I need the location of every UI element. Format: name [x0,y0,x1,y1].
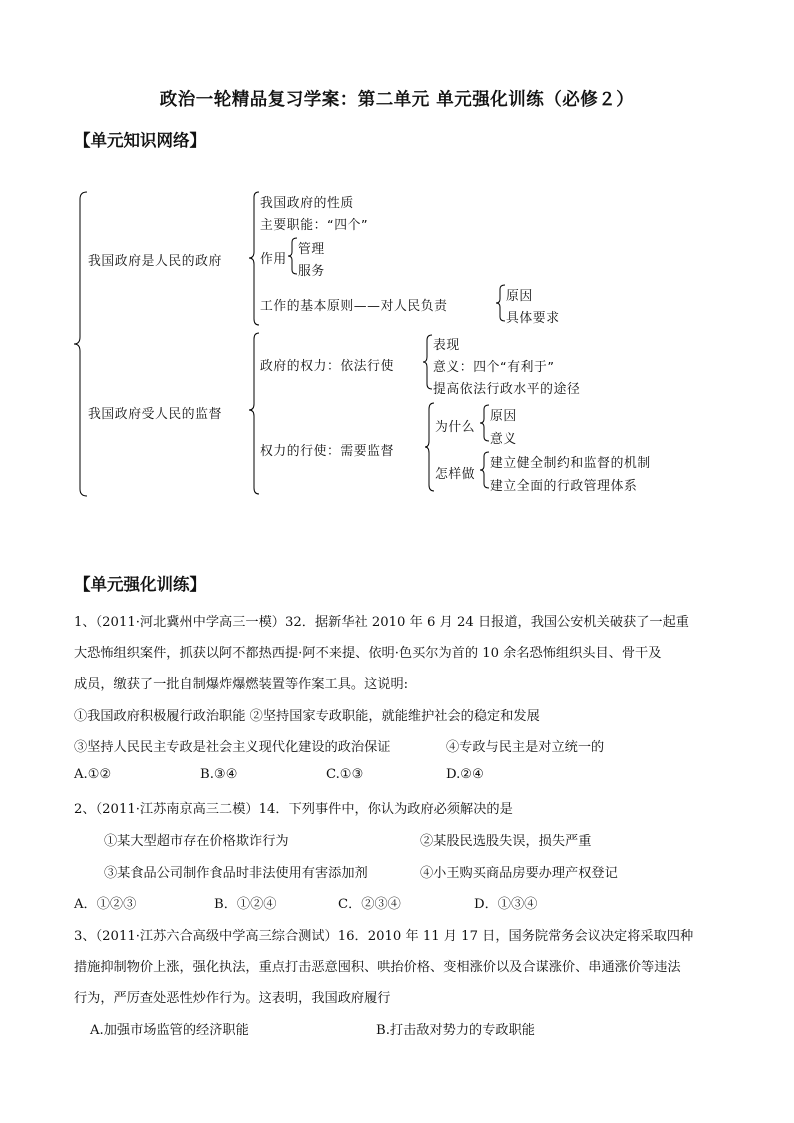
brace-n1c [288,238,297,274]
question-1-line-3: 成员，缴获了一批自制爆炸爆燃装置等作案工具。这说明: [74,677,409,692]
question-3-option-b[interactable]: B.打击敌对势力的专政职能 [376,1023,535,1038]
question-2-option-b[interactable]: B．①②④ [214,897,277,912]
question-1-option-d[interactable]: D.②④ [446,767,484,782]
brace-n2a [423,335,432,389]
question-3-line-2: 措施抑制物价上涨，强化执法，重点打击恶意囤积、哄抬价格、变相涨价以及合谋涨价、串通涨价等违法 [74,960,681,975]
tree-node-principle: 工作的基本原则——对人民负责 [260,299,448,314]
tree-node-reason: 原因 [506,289,533,304]
tree-node-ways: 提高依法行政水平的途径 [433,382,581,397]
question-2-option-c[interactable]: C．②③④ [338,897,401,912]
brace-n2b2 [480,452,489,488]
section-knowledge-network: 【单元知识网络】 [74,131,206,150]
question-2-line-1: 2、（2011·江苏南京高三二模）14．下列事件中，你认为政府必须解决的是 [74,802,513,817]
question-1-option-b[interactable]: B.③④ [200,767,238,782]
tree-node-mechanism: 建立健全制约和监督的机制 [490,456,651,471]
tree-node-role: 作用 [260,252,287,267]
tree-node-nature: 我国政府的性质 [260,196,354,211]
brace-n2b [425,403,434,491]
tree-node-manage: 管理 [298,242,325,257]
tree-node-power-by-law: 政府的权力：依法行使 [260,359,394,374]
question-1-statement-4: ④专政与民主是对立统一的 [446,740,605,755]
tree-node-admin-system: 建立全面的行政管理体系 [490,479,638,494]
tree-node-power-supervision: 权力的行使：需要监督 [260,444,394,459]
section-training: 【单元强化训练】 [74,575,206,594]
brace-n2b1 [480,405,489,441]
tree-node-supervised-government: 我国政府受人民的监督 [88,407,222,422]
question-2-statement-4: ④小王购买商品房要办理产权登记 [420,866,618,881]
tree-node-significance: 意义：四个“有利于” [433,360,555,375]
tree-node-serve: 服务 [298,264,325,279]
question-2-statement-2: ②某股民选股失误，损失严重 [420,834,592,849]
tree-node-manifestation: 表现 [433,338,460,353]
question-1-statement-3: ③坚持人民民主专政是社会主义现代化建设的政治保证 [74,740,391,755]
question-3-option-a[interactable]: A.加强市场监管的经济职能 [90,1023,249,1038]
question-2-statement-3: ③某食品公司制作食品时非法使用有害添加剂 [104,866,368,881]
question-2-option-a[interactable]: A．①②③ [74,897,137,912]
page-title: 政治一轮精品复习学案：第二单元 单元强化训练（必修２） [159,90,635,110]
brace-n2 [249,333,259,494]
tree-node-why-significance: 意义 [490,432,517,447]
question-1-line-1: 1、（2011·河北冀州中学高三一模）32．据新华社 2010 年 6 月 24 日报道，我国公安机关破获了一起重 [74,615,689,630]
brace-n1 [249,192,259,325]
tree-node-requirements: 具体要求 [506,311,560,326]
question-1-statements-12: ①我国政府积极履行政治职能 ②坚持国家专政职能，就能维护社会的稳定和发展 [74,709,540,724]
question-1-option-a[interactable]: A.①② [74,767,112,782]
tree-node-why: 为什么 [435,420,476,435]
tree-node-functions: 主要职能：“四个” [260,218,369,233]
question-3-line-3: 行为，严厉查处恶性炒作行为。这表明，我国政府履行 [74,991,391,1006]
question-2-statement-1: ①某大型超市存在价格欺诈行为 [104,834,289,849]
tree-node-why-reason: 原因 [490,409,517,424]
brace-n1d [496,285,505,321]
root-brace [74,192,87,496]
question-1-line-2: 大恐怖组织案件，抓获以阿不都热西提·阿不来提、依明·色买尔为首的 10 余名恐怖组织头目、骨干及 [74,646,662,661]
question-2-option-d[interactable]: D．①③④ [474,897,538,912]
tree-node-people-government: 我国政府是人民的政府 [88,254,222,269]
question-1-option-c[interactable]: C.①③ [326,767,364,782]
tree-node-how: 怎样做 [435,467,476,482]
question-3-line-1: 3、（2011·江苏六合高级中学高三综合测试）16．2010 年 11 月 17 日，国务院常务会议决定将采取四种 [74,929,694,944]
